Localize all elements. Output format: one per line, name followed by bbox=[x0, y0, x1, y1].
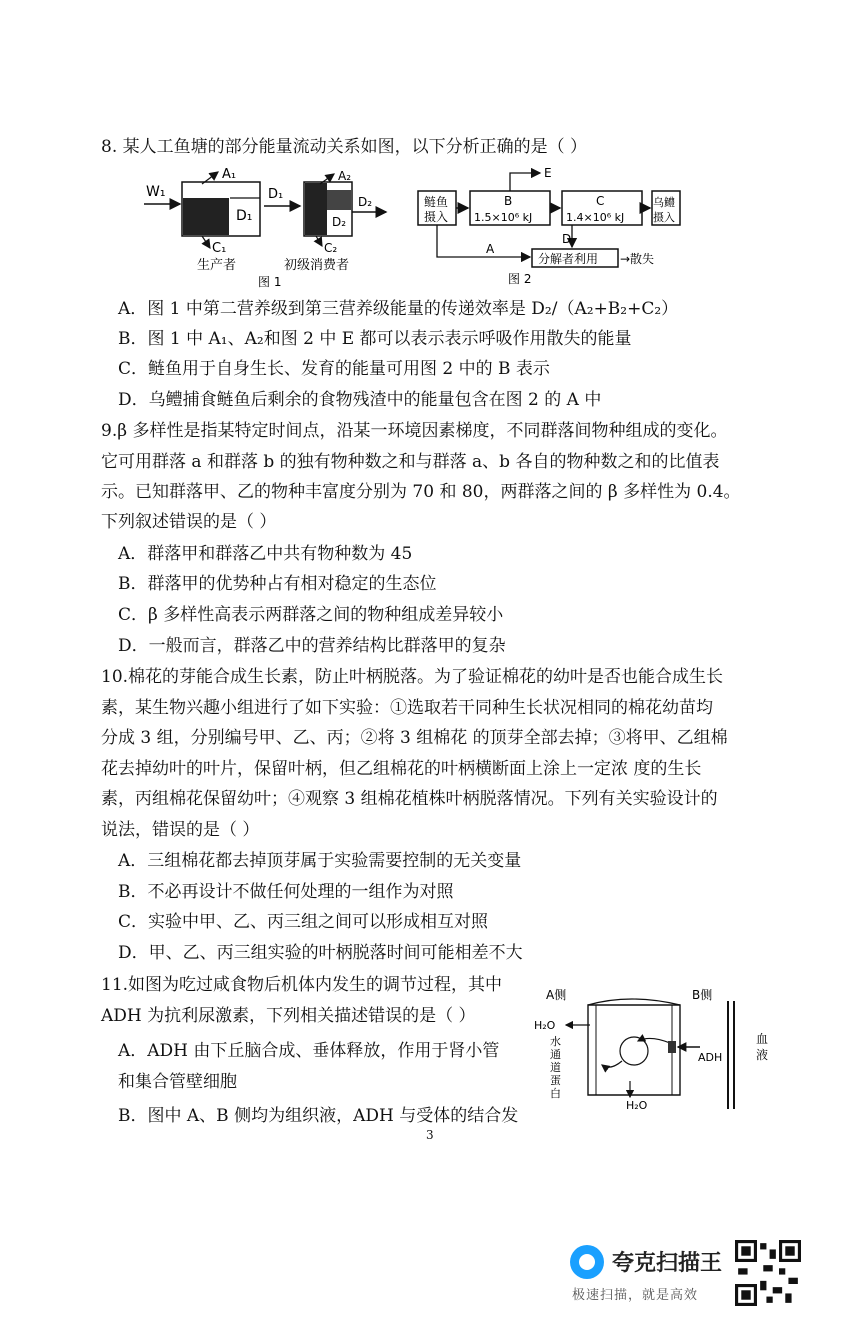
h2o-top-label: H₂O bbox=[534, 1019, 556, 1032]
q9-option-c: C．β 多样性高表示两群落之间的物种组成差异较小 bbox=[118, 605, 504, 625]
watermark-name: 夸克扫描王 bbox=[612, 1251, 723, 1276]
quark-logo-icon bbox=[570, 1245, 604, 1279]
energy-flow-figure-2 bbox=[412, 163, 682, 288]
watermark-slogan: 极速扫描，就是高效 bbox=[572, 1288, 699, 1303]
q10-stem-line: 说法，错误的是（ ） bbox=[101, 820, 260, 840]
boxC-title: C bbox=[596, 194, 605, 208]
q10-option-c: C．实验中甲、乙、丙三组之间可以形成相互对照 bbox=[118, 912, 489, 932]
q11-option-b: B．图中 A、B 侧均为组织液，ADH 与受体的结合发 bbox=[118, 1106, 519, 1126]
q10-option-a: A．三组棉花都去掉顶芽属于实验需要控制的无关变量 bbox=[118, 851, 522, 871]
q9-stem-line: 它可用群落 a 和群落 b 的独有物种数之和与群落 a、b 各自的物种数之和的比值表 bbox=[101, 452, 720, 472]
q10-stem-line: 素，某生物兴趣小组进行了如下实验：①选取若干同种生长状况相同的棉花幼苗均 bbox=[101, 698, 713, 718]
q10-stem-line: 分成 3 组，分别编号甲、乙、丙；②将 3 组棉花 的顶芽全部去掉；③将甲、乙组棉 bbox=[101, 728, 728, 748]
q8-option-d: D．乌鳢捕食鲢鱼后剩余的食物残渣中的能量包含在图 2 的 A 中 bbox=[118, 390, 602, 410]
d1-arrow-label: D₁ bbox=[268, 187, 284, 202]
q10-stem-line: 花去掉幼叶的叶片，保留叶柄，但乙组棉花的叶柄横断面上涂上一定浓 度的生长 bbox=[101, 759, 702, 779]
box4-line1: 乌鳢 bbox=[653, 196, 675, 209]
q10-stem-line: 素，丙组棉花保留幼叶；④观察 3 组棉花植株叶柄脱落情况。下列有关实验设计的 bbox=[101, 789, 718, 809]
decomposer-label: 分解者利用 bbox=[538, 252, 599, 266]
channel-char: 白 bbox=[550, 1087, 561, 1100]
q8-option-a: A．图 1 中第二营养级到第三营养级能量的传递效率是 D₂/（A₂+B₂+C₂） bbox=[118, 299, 679, 319]
channel-char: 蛋 bbox=[550, 1074, 561, 1087]
page-number: 3 bbox=[426, 1128, 434, 1142]
a-label: A bbox=[486, 242, 495, 256]
e-label: E bbox=[544, 166, 552, 180]
a-side-label: A侧 bbox=[546, 988, 567, 1002]
box1-line1: 鲢鱼 bbox=[424, 195, 449, 209]
boxB-title: B bbox=[504, 194, 513, 208]
a2-label: A₂ bbox=[338, 169, 352, 183]
q10-option-d: D．甲、乙、丙三组实验的叶柄脱落时间可能相差不大 bbox=[118, 943, 523, 963]
channel-char: 道 bbox=[550, 1061, 561, 1074]
d-label: D bbox=[562, 232, 572, 246]
d2-arrow-label: D₂ bbox=[358, 195, 373, 209]
channel-char: 水 bbox=[550, 1035, 561, 1048]
c1-label: C₁ bbox=[212, 241, 227, 256]
blood-char: 血 bbox=[756, 1032, 769, 1046]
q9-option-a: A．群落甲和群落乙中共有物种数为 45 bbox=[118, 544, 413, 564]
h2o-bottom-label: H₂O bbox=[626, 1099, 648, 1112]
q9-option-b: B．群落甲的优势种占有相对稳定的生态位 bbox=[118, 574, 437, 594]
b-side-label: B侧 bbox=[692, 988, 713, 1002]
boxB-value: 1.5×10⁶ kJ bbox=[474, 211, 533, 224]
boxC-value: 1.4×10⁶ kJ bbox=[566, 211, 625, 224]
energy-flow-figure-1 bbox=[142, 168, 392, 288]
q9-option-d: D．一般而言，群落乙中的营养结构比群落甲的复杂 bbox=[118, 636, 506, 656]
producer-label: 生产者 bbox=[197, 258, 237, 273]
c2-label: C₂ bbox=[324, 241, 338, 255]
q10-option-b: B．不必再设计不做任何处理的一组作为对照 bbox=[118, 882, 454, 902]
figure-2-caption: 图 2 bbox=[508, 272, 532, 286]
q8-option-b: B．图 1 中 A₁、A₂和图 2 中 E 都可以表示表示呼吸作用散失的能量 bbox=[118, 329, 632, 349]
q9-stem-line: 示。已知群落甲、乙的物种丰富度分别为 70 和 80，两群落之间的 β 多样性为 0.4。 bbox=[101, 482, 741, 502]
q10-stem-line: 10.棉花的芽能合成生长素，防止叶柄脱落。为了验证棉花的幼叶是否也能合成生长 bbox=[101, 667, 724, 687]
d2-label: D₂ bbox=[332, 215, 347, 229]
d1-label: D₁ bbox=[236, 208, 253, 224]
q11-stem-line: 11.如图为吃过咸食物后机体内发生的调节过程，其中 bbox=[101, 975, 503, 995]
q8-option-c: C．鲢鱼用于自身生长、发育的能量可用图 2 中的 B 表示 bbox=[118, 359, 550, 379]
box4-line2: 摄入 bbox=[653, 211, 675, 224]
figure-1-caption: 图 1 bbox=[258, 275, 282, 288]
adh-regulation-figure bbox=[530, 985, 780, 1113]
q9-stem-line: 9.β 多样性是指某特定时间点，沿某一环境因素梯度，不同群落间物种组成的变化。 bbox=[101, 421, 728, 441]
scanner-watermark bbox=[570, 1240, 730, 1303]
qr-code-icon bbox=[735, 1240, 801, 1306]
channel-char: 通 bbox=[550, 1048, 561, 1061]
lost-label: →散失 bbox=[620, 252, 655, 266]
q8-stem: 8. 某人工鱼塘的部分能量流动关系如图，以下分析正确的是（ ） bbox=[101, 137, 588, 157]
q9-stem-line: 下列叙述错误的是（ ） bbox=[101, 512, 277, 532]
a1-label: A₁ bbox=[222, 168, 237, 182]
q11-option-a-cont: 和集合管壁细胞 bbox=[118, 1072, 237, 1092]
adh-label: ADH bbox=[698, 1051, 723, 1064]
q11-option-a: A．ADH 由下丘脑合成、垂体释放，作用于肾小管 bbox=[118, 1041, 500, 1061]
w1-label: W₁ bbox=[146, 184, 166, 200]
q11-stem-line: ADH 为抗利尿激素，下列相关描述错误的是（ ） bbox=[101, 1006, 476, 1026]
box1-line2: 摄入 bbox=[424, 210, 449, 224]
consumer-label: 初级消费者 bbox=[284, 258, 350, 273]
blood-char: 液 bbox=[756, 1048, 769, 1062]
